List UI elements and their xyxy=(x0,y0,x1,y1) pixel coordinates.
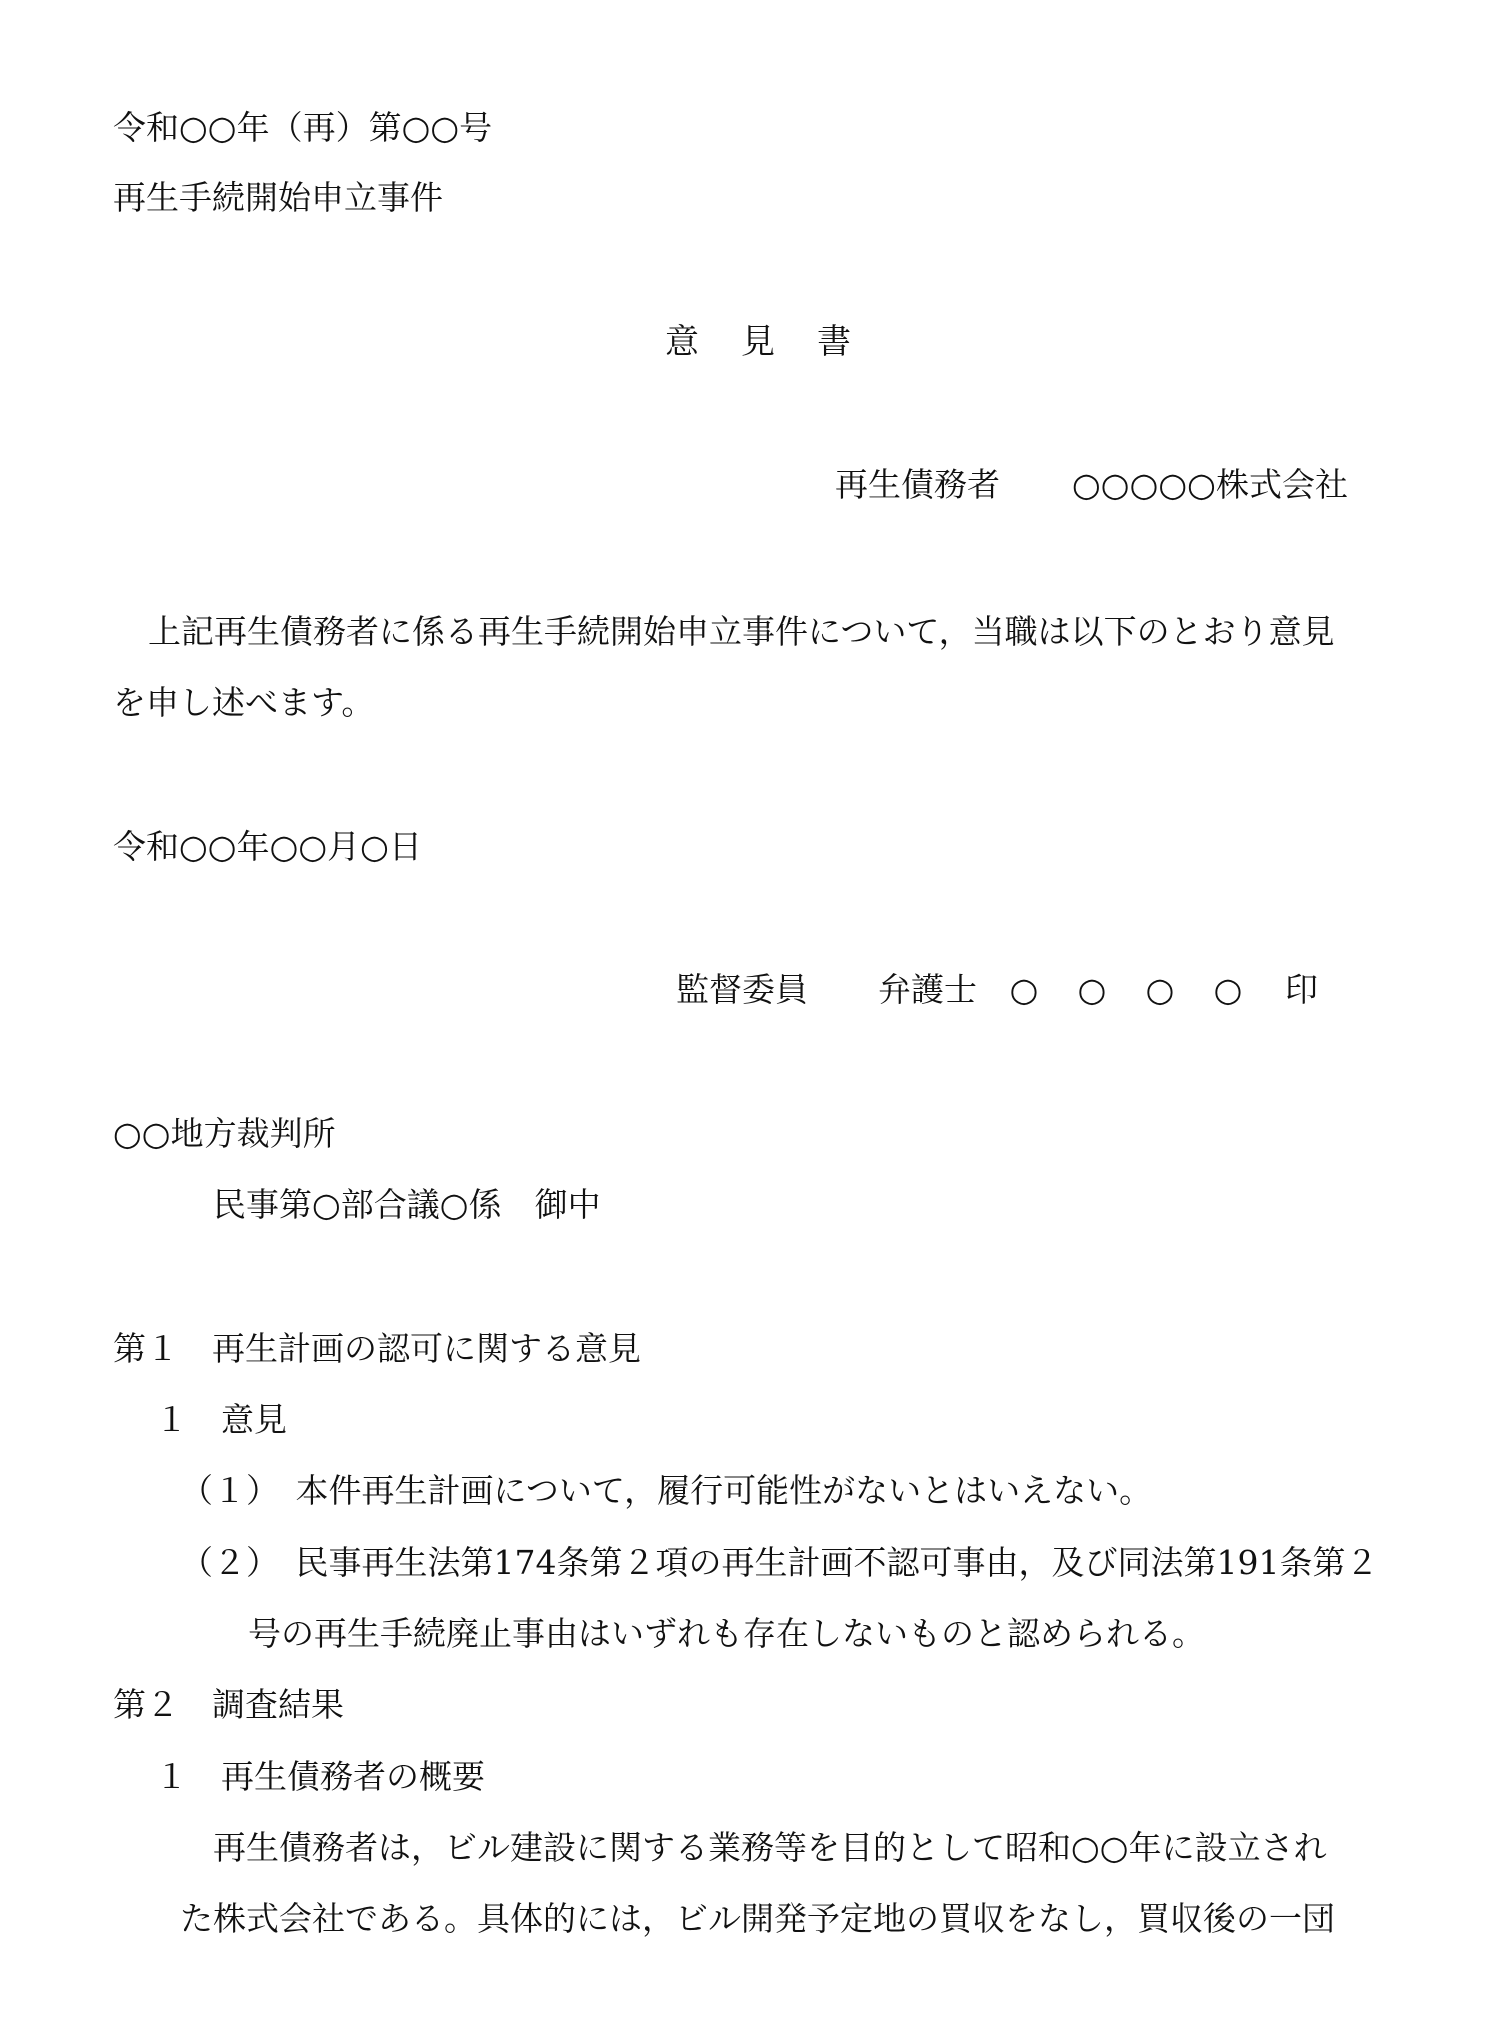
debtor-label: 再生債務者 xyxy=(835,465,1000,504)
signer-role: 監督委員 xyxy=(676,970,808,1009)
document-date: 令和○○年○○月○日 xyxy=(113,827,422,866)
signer-title: 弁護士 xyxy=(878,970,977,1009)
case-name: 再生手続開始申立事件 xyxy=(113,178,443,217)
section-1-heading: 第１ 再生計画の認可に関する意見 xyxy=(113,1329,641,1368)
debtor-name: ○○○○○株式会社 xyxy=(1072,465,1348,504)
section-1-1-item-1: （１） 本件再生計画について，履行可能性がないとはいえない。 xyxy=(180,1471,1153,1510)
intro-line-1: 上記再生債務者に係る再生手続開始申立事件について，当職は以下のとおり意見 xyxy=(148,612,1335,651)
section-1-1-item-2-line-1: （２） 民事再生法第174条第２項の再生計画不認可事由，及び同法第191条第２ xyxy=(180,1543,1379,1582)
section-1-1-item-2-line-2: 号の再生手続廃止事由はいずれも存在しないものと認められる。 xyxy=(248,1614,1205,1653)
signer-line xyxy=(676,970,1318,1010)
name-char: ○ xyxy=(1213,970,1243,1009)
seal-mark: 印 xyxy=(1285,970,1318,1009)
court-name: ○○地方裁判所 xyxy=(113,1114,336,1153)
section-1-1-heading: １ 意見 xyxy=(155,1400,287,1439)
court-division: 民事第○部合議○係 御中 xyxy=(213,1185,601,1224)
intro-line-2: を申し述べます。 xyxy=(113,683,375,722)
name-char: ○ xyxy=(1145,970,1175,1009)
section-2-1-para-line-2: た株式会社である。具体的には，ビル開発予定地の買収をなし，買収後の一団 xyxy=(180,1899,1335,1938)
title-char: 書 xyxy=(817,322,853,362)
name-char: ○ xyxy=(1077,970,1107,1009)
title-char: 見 xyxy=(741,322,777,362)
debtor-line xyxy=(835,465,1348,505)
section-2-heading: 第２ 調査結果 xyxy=(113,1685,344,1724)
case-number: 令和○○年（再）第○○号 xyxy=(113,108,493,147)
signer-name xyxy=(1007,970,1245,1009)
document-title xyxy=(665,322,853,362)
title-char: 意 xyxy=(665,322,701,362)
section-2-1-heading: １ 再生債務者の概要 xyxy=(155,1757,485,1796)
name-char: ○ xyxy=(1009,970,1039,1009)
section-2-1-para-line-1: 再生債務者は，ビル建設に関する業務等を目的として昭和○○年に設立され xyxy=(213,1828,1327,1867)
